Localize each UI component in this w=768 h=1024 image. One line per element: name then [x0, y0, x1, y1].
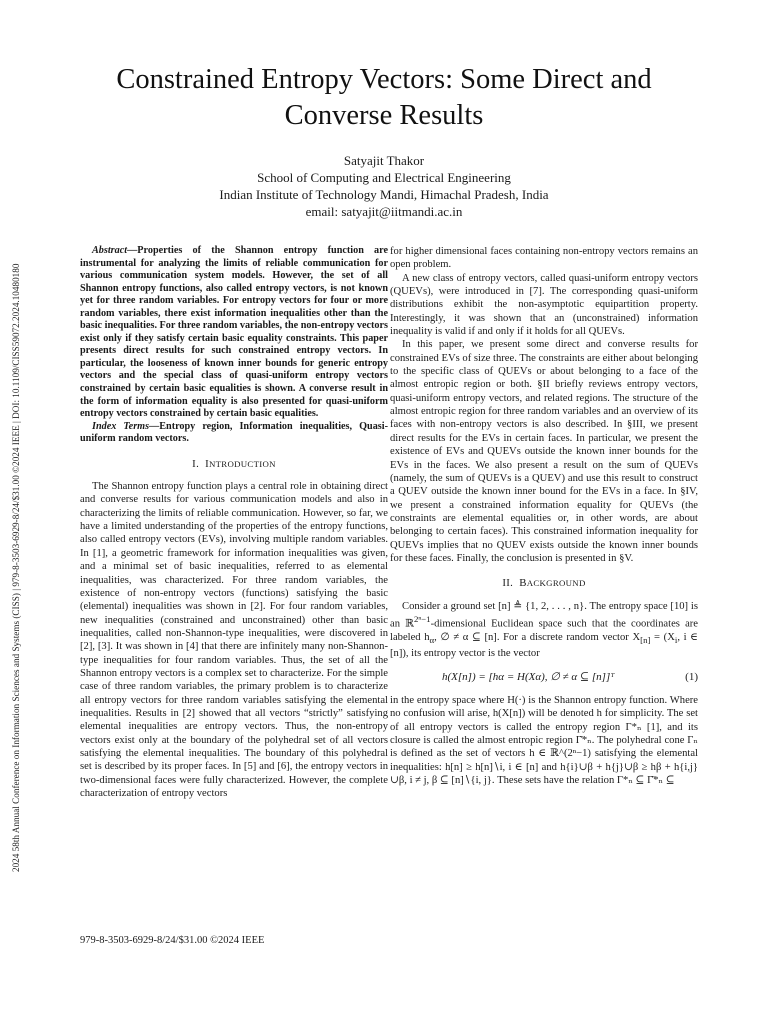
bg-text: = (X	[650, 631, 675, 643]
bg-text: , i ∈ [n]), its entropy vector is the vector	[390, 631, 699, 660]
conference-side-note	[10, 160, 26, 872]
section-title-rest: NTRODUCTION	[208, 458, 276, 469]
quev-paragraph: A new class of entropy vectors, called quasi-uniform entropy vectors (QUEVs), were introduced in [7]. The corresponding quasi-uniform distributions exhibit the non-asymptotic equipartition property. Interestingly, it was shown that an (unconstrained) information inequality is valid if and only if it holds for all QUEVs.	[390, 272, 698, 338]
intro-paragraph: The Shannon entropy function plays a central role in obtaining direct and converse results for various communication models and also in characterizing the limits of reliable communication. However, so far, we have a limited understanding of the properties of the entropy functions, also called entropy vectors (EVs), involving multiple random variables. In [1], a geometric framework for information inequalities was given, and a minimal set of basic inequalities, referred to as elemental inequalities, was characterized. For three random variables, the existence of non-entropy vectors (functions) satisfying the basic (elemental) inequalities was shown in [2]. For four random variables, new inequalities (constrained and unconstrained) other than basic inequalities, called non-Shannon-type inequalities, were discovered in [2], [3]. It was shown in [4] that there are infinitely many non-Shannon-type inequalities for four random variables. Thus, the set of all the Shannon entropy vectors is a complex set to characterize. For the simple case of three random variables, the primary problem is to characterize all entropy vectors for three random variables satisfying the elemental inequalities. Results in [2] showed that all vectors “strictly” satisfying elemental inequalities are entropy vectors. Thus, the non-entropy vectors exist only at the boundary of the polyhedral set of all vectors satisfying the elemental inequalities. The boundary of this polyhedral set is described by its proper faces. In [5] and [6], the entropy vectors in two-dimensional faces were fully characterized. However, the complete characterization of entropy vectors	[80, 481, 388, 799]
index-terms-text: —Entropy region, Information inequalities, Quasi-uniform random vectors.	[80, 420, 388, 445]
section-title-initial: I	[205, 457, 209, 470]
bg-text: Consider a ground set [n] ≜ {1, 2, . . . , n}. The entropy space [10] is an ℝ	[390, 600, 698, 630]
section-title-initial: B	[519, 577, 527, 590]
contribution-paragraph: In this paper, we present some direct and converse results for constrained EVs of size three. The constraints are either about belonging to the specific class of QUEVs or about belonging to a face of the almost entropic region or both. §II briefly reviews entropy vectors, quasi-uniform entropy vectors, and related regions. The structure of the almost entropic region for three random variables and an overview of its faces with non-entropy vectors is also described. In §III, we present direct results for the EVs in certain faces. In particular, we present the existence of EVs and QUEVs outside the known inner bounds for the EVs in the faces. We also present a result on the sum of QUEVs (namely, the sum of QUEVs is a QUEV) and use this result to construct a QUEV outside the known inner bound for the EVs in a face. In §IV, we present a constrained information equality for QUEVs (the constraints are elemental equalities or, in other words, are about belonging to certain faces). This constrained information inequality for QUEVs implies that no QUEV exists outside the known inner bounds for these faces. Finally, the conclusion is presented in §V.	[390, 339, 698, 564]
bg-subscript: i	[674, 634, 678, 645]
left-column	[80, 245, 388, 800]
bg-text: , ∅ ≠ α ⊆ [n]. For a discrete random vector X	[434, 631, 641, 643]
author-block	[80, 152, 688, 220]
section-title-rest: ACKGROUND	[526, 578, 586, 589]
section-number: II.	[502, 577, 514, 590]
right-column	[390, 245, 698, 787]
equation-1	[390, 671, 698, 684]
index-terms-label: Index Terms	[92, 420, 150, 432]
bg-subscript: [n]	[640, 634, 651, 645]
bg-subscript: α	[429, 634, 435, 645]
abstract-label: Abstract	[92, 245, 128, 256]
abstract-text: —Properties of the Shannon entropy function are instrumental for analyzing the limits of reliable communication for various communication system models. However, the set of all Shannon entropy functions, also called entropy vectors, is not known yet for three random variables. For entropy vectors for four or more random variables, there exist information inequalities other than the basic inequalities. For three random variables, the non-entropy vectors exist only if they satisfy certain basic equality constraints. This paper presents direct results for such constrained entropy vectors. In particular, the looseness of known inner bounds for generic entropy vectors and the special class of quasi-uniform entropy vectors constrained by certain basic equalities is shown. A converse result in the form of information equality is also presented for quasi-uniform entropy vectors constrained by certain basic equalities.	[80, 245, 388, 420]
paper-title: Constrained Entropy Vectors: Some Direct and Converse Results	[116, 64, 652, 131]
copyright-footer: 979-8-3503-6929-8/24/$31.00 ©2024 IEEE	[80, 935, 265, 946]
background-paragraph	[390, 600, 698, 661]
section-heading-background	[390, 577, 698, 590]
equation-number: (1)	[685, 670, 698, 683]
section-number: I.	[192, 457, 200, 470]
author-department: School of Computing and Electrical Engineering	[257, 170, 511, 185]
entropy-region-paragraph: in the entropy space where H(·) is the Shannon entropy function. Where no confusion will arise, h(X[n]) will be denoted h for simplicity. The set of all entropy vectors is called the entropy region Γ*ₙ [1], and its closure is called the almost entropic region Γ̄*ₙ. The polyhedral cone Γₙ is defined as the set of vectors h ∈ ℝ^(2ⁿ−1) satisfying the elemental inequalities: h[n] ≥ h[n]∖i, i ∈ [n] and h{i}∪β + h{j}∪β ≥ hβ + h{i,j}∪β, i ≠ j, β ⊆ [n]∖{i, j}. These sets have the relation Γ*ₙ ⊆ Γ̄*ₙ ⊆	[390, 694, 698, 787]
bg-superscript: 2ⁿ−1	[413, 613, 431, 624]
section-heading-introduction	[80, 458, 388, 471]
index-terms	[80, 421, 388, 446]
equation-expression: h(X[n]) = [hα = H(Xα), ∅ ≠ α ⊆ [n]]ᵀ	[442, 670, 615, 683]
author-institution: Indian Institute of Technology Mandi, Himachal Pradesh, India	[219, 187, 549, 202]
abstract	[80, 245, 388, 421]
side-note-text: 2024 58th Annual Conference on Information Sciences and Systems (CISS) | 979-8-3503-6929-8/24/$31.00 ©2024 IEEE | DOI: 10.1109/CISS59072.2024.10480180	[11, 263, 21, 872]
author-email: email: satyajit@iitmandi.ac.in	[305, 204, 463, 219]
author-name: Satyajit Thakor	[343, 153, 425, 168]
bg-text: -dimensional Euclidean space such that the coordinates are labeled h	[390, 618, 698, 643]
intro-continued-paragraph: for higher dimensional faces containing non-entropy vectors remains an open problem.	[390, 246, 698, 271]
